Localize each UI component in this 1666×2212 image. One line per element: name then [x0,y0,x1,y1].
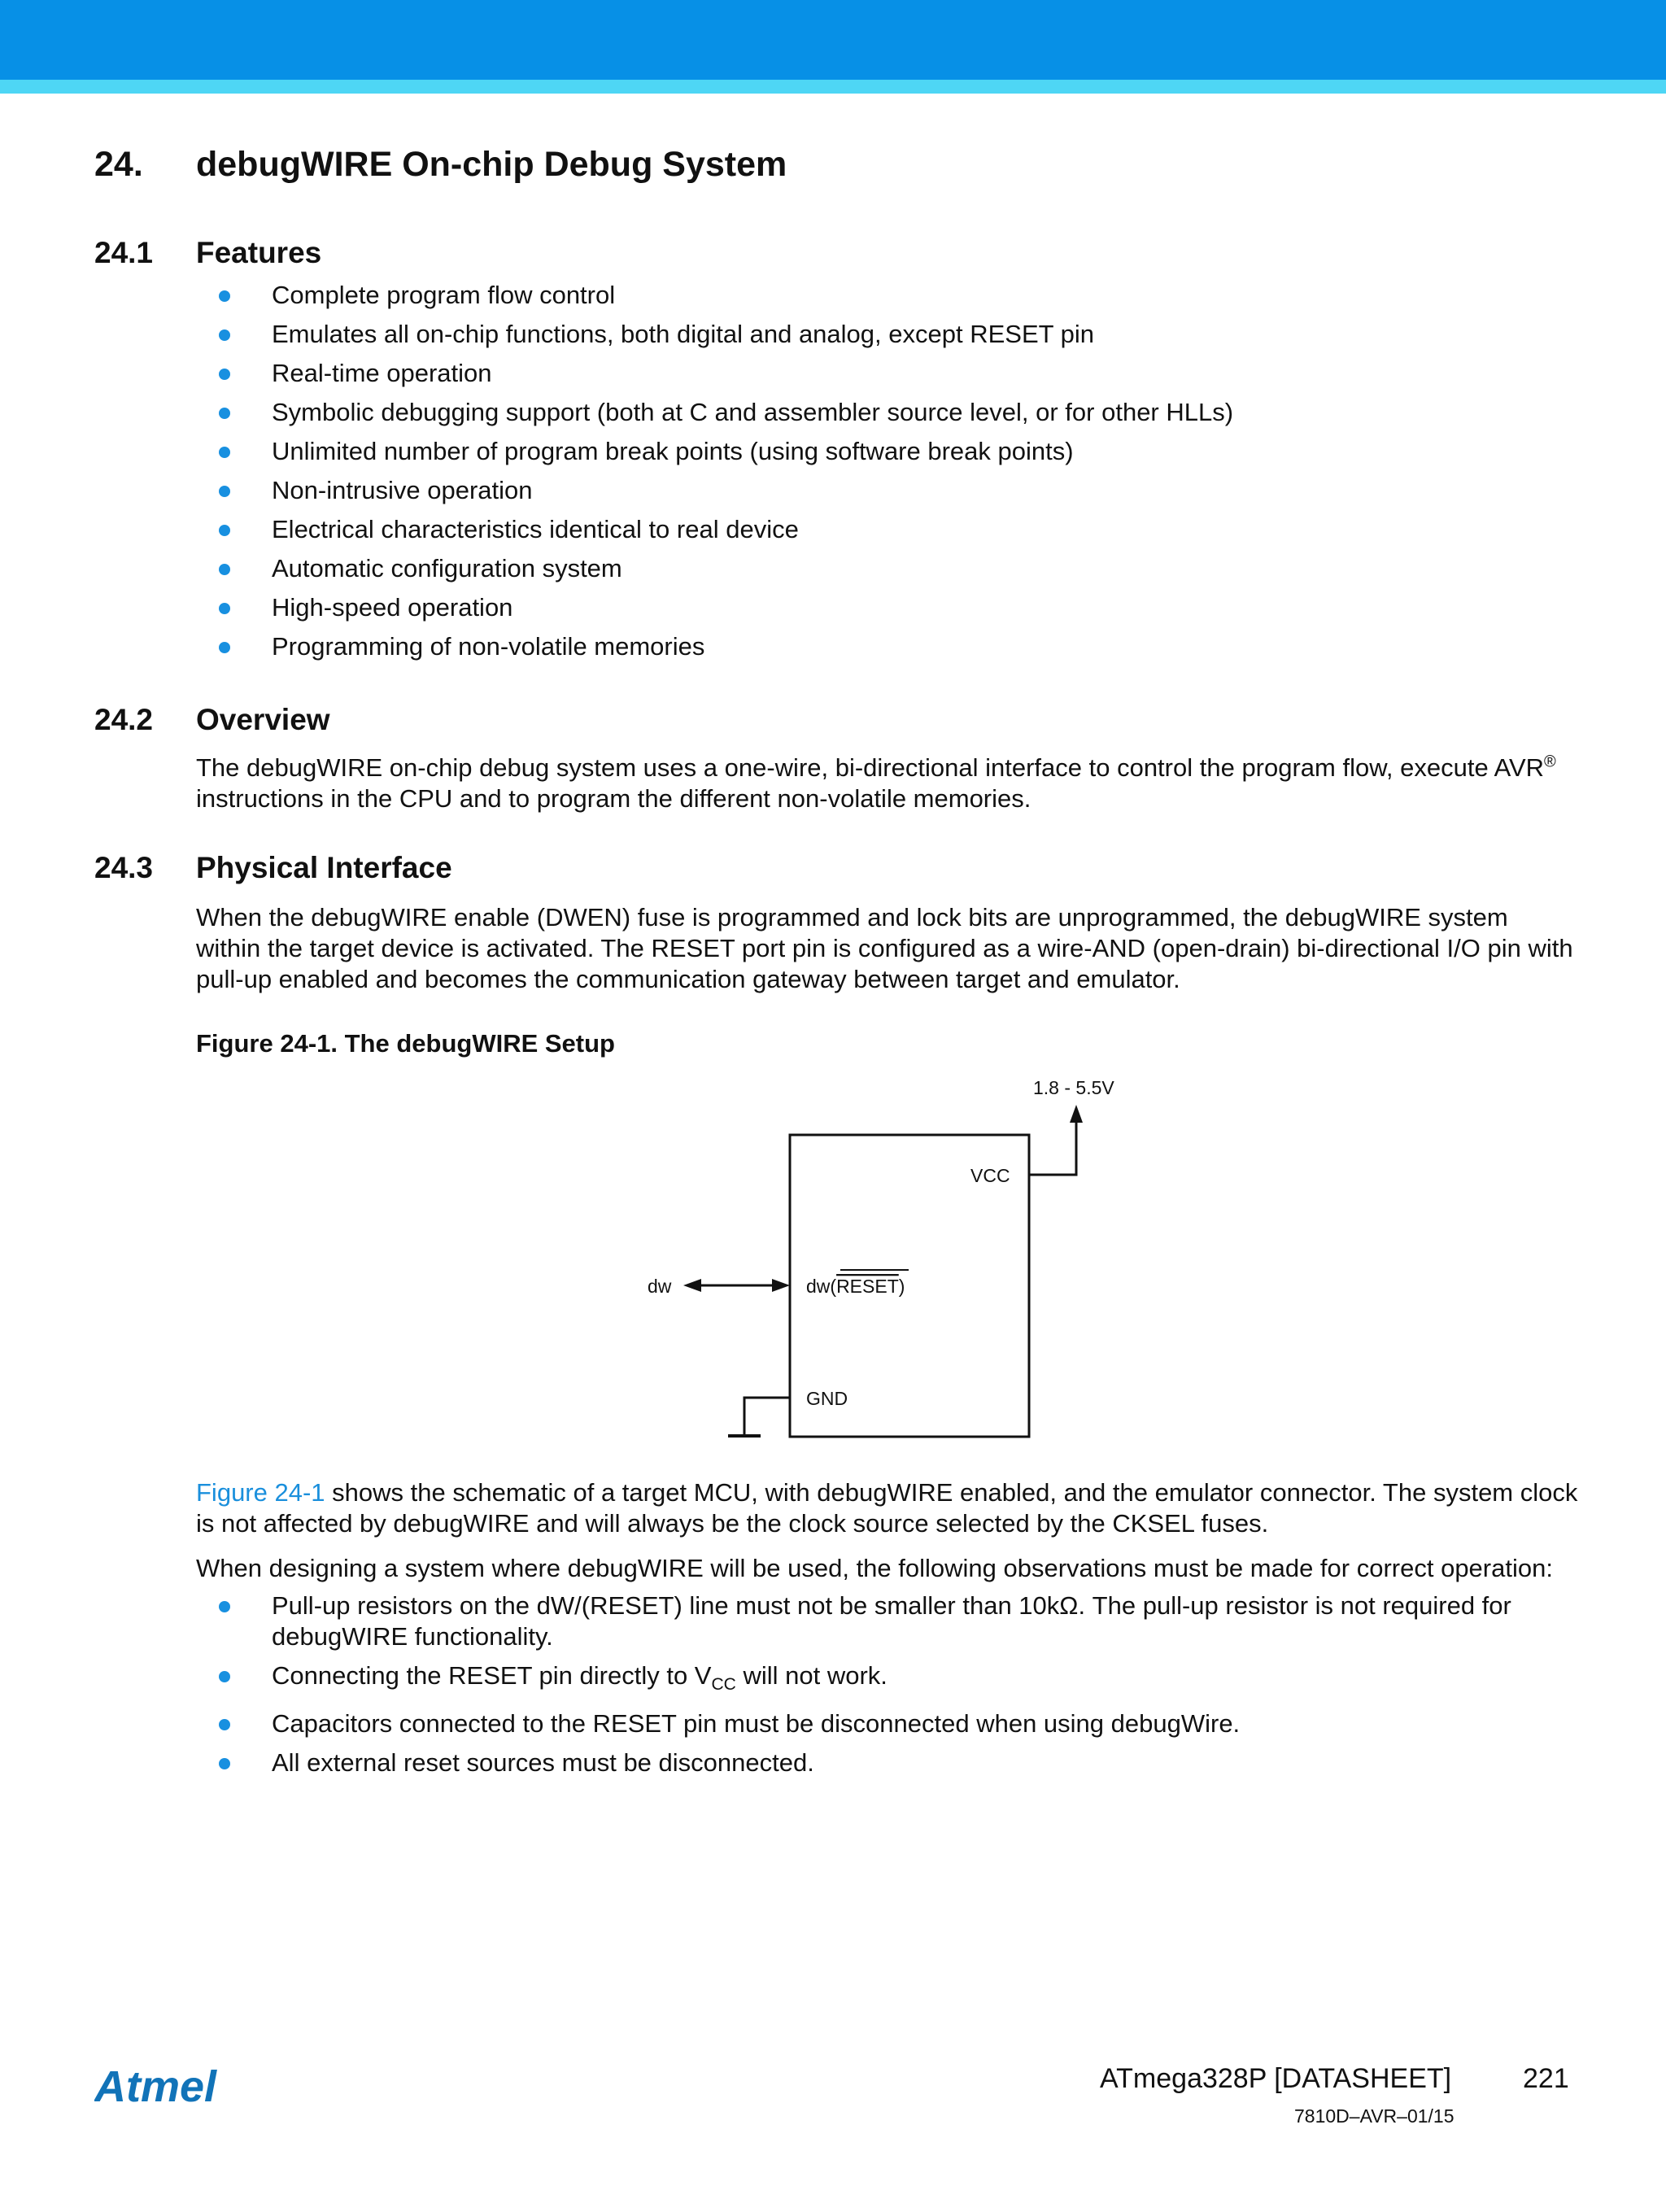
atmel-logo-text: Atmel [94,2065,217,2111]
chapter-title: debugWIRE On-chip Debug System [196,145,787,184]
list-item: Symbolic debugging support (both at C and assembler source level, or for other HLLs) [196,397,1579,428]
gnd-pin-label: GND [806,1388,848,1409]
registered-trademark: ® [1544,753,1556,771]
section-number: 24.3 [94,851,154,884]
list-item: High-speed operation [196,592,1579,623]
dw-left-arrow-icon [683,1279,701,1292]
list-item: Automatic configuration system [196,553,1579,584]
supply-arrow-icon [1070,1105,1083,1123]
chapter-number: 24. [94,145,143,184]
observations-list [196,1590,1579,1778]
bullet-icon [219,1671,230,1682]
bullet-icon [219,1758,230,1769]
list-item: All external reset sources must be disconnected. [196,1747,1579,1778]
figure-caption: Figure 24-1. The debugWIRE Setup [196,1029,615,1058]
document-title: ATmega328P [DATASHEET] [1100,2063,1452,2094]
design-observations-intro: When designing a system where debugWIRE will be used, the following observations must be made for correct operation: [196,1554,1553,1582]
vcc-wire [1029,1121,1076,1175]
vcc-pin-label: VCC [970,1165,1010,1186]
gnd-wire [744,1398,790,1435]
list-item: Emulates all on-chip functions, both digital and analog, except RESET pin [196,319,1579,350]
list-item: Programming of non-volatile memories [196,631,1579,662]
dw-reset-pin-label: dw(RESET) [806,1276,905,1297]
dw-right-arrow-icon [772,1279,790,1292]
bullet-icon [219,1719,230,1730]
list-item: Complete program flow control [196,280,1579,311]
list-item: Electrical characteristics identical to real device [196,514,1579,545]
bullet-icon [219,1601,230,1612]
list-item: Non-intrusive operation [196,475,1579,506]
section-number: 24.1 [94,236,154,269]
list-item: Connecting the RESET pin directly to $V_{CC}$ will not work. [196,1660,1579,1700]
section-title: Overview [196,703,330,736]
physical-paragraph: When the debugWIRE enable (DWEN) fuse is programmed and lock bits are unprogrammed, the debugWIRE system within the target device is activated. The RESET port pin is configured as a wire-AND (open-drain) bi-directional I/O pin with pull-up enabled and becomes the communication gateway between target and emulator. [196,903,1573,993]
list-item: Unlimited number of program break points (using software break points) [196,436,1579,467]
page-number: 221 [1523,2063,1569,2094]
document-code: 7810D–AVR–01/15 [1294,2105,1454,2127]
supply-voltage-label: 1.8 - 5.5V [1033,1077,1114,1098]
overview-paragraph: The debugWIRE on-chip debug system uses a one-wire, bi-directional interface to control the program flow, execute AVR® instructions in the CPU and to program the different non-volatile memories. [196,753,1556,813]
list-item: Capacitors connected to the RESET pin must be disconnected when using debugWire. [196,1708,1579,1739]
section-number: 24.2 [94,703,154,736]
list-item: Real-time operation [196,358,1579,389]
dw-label: dw [648,1276,672,1297]
section-title: Physical Interface [196,851,452,884]
figure-reference-link[interactable]: Figure 24-1 [196,1478,325,1507]
section-title: Features [196,236,322,269]
figure-description-paragraph: Figure 24-1 shows the schematic of a target MCU, with debugWIRE enabled, and the emulator connector. The system clock is not affected by debugWIRE and will always be the clock source selected by the CKSEL fuses. [196,1478,1578,1538]
list-item: Pull-up resistors on the dW/(RESET) line must not be smaller than 10kΩ. The pull-up resistor is not required for debugWIRE functionality. [196,1590,1579,1652]
atmel-logo [94,2065,249,2118]
